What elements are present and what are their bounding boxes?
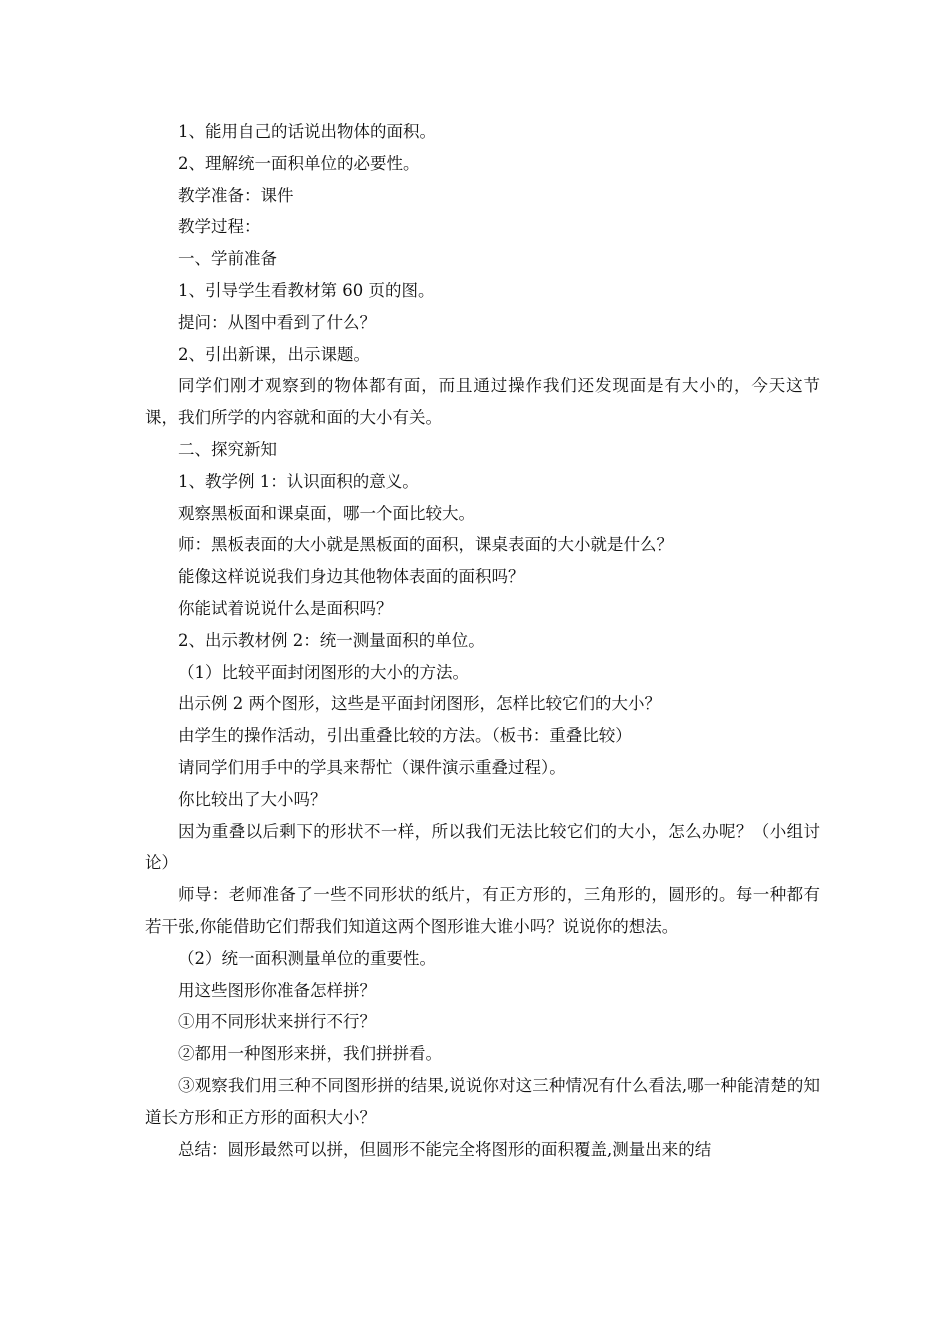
paragraph: 出示例 2 两个图形，这些是平面封闭图形，怎样比较它们的大小？ <box>178 694 661 714</box>
objective-2: 2、理解统一面积单位的必要性。 <box>178 153 420 173</box>
paragraph: ②都用一种图形来拼，我们拼拼看。 <box>178 1044 442 1064</box>
paragraph: 提问：从图中看到了什么？ <box>178 312 376 332</box>
teaching-preparation: 教学准备：课件 <box>178 185 294 205</box>
paragraph: 2、引出新课，出示课题。 <box>178 344 370 364</box>
paragraph: （1）比较平面封闭图形的大小的方法。 <box>178 662 469 682</box>
paragraph: 师导：老师准备了一些不同形状的纸片，有正方形的，三角形的，圆形的。每一种都有若干张,你能借助它们帮我们知道这两个图形谁大谁小吗？说说你的想法。 <box>145 885 820 936</box>
paragraph: 同学们刚才观察到的物体都有面，而且通过操作我们还发现面是有大小的，今天这节课，我们所学的内容就和面的大小有关。 <box>145 376 820 428</box>
section-heading-preparation: 一、学前准备 <box>178 249 277 269</box>
paragraph: 请同学们用手中的学具来帮忙（课件演示重叠过程）。 <box>178 757 566 777</box>
section-heading-explore: 二、探究新知 <box>178 439 277 459</box>
paragraph: 2、出示教材例 2：统一测量面积的单位。 <box>178 630 485 650</box>
paragraph: 1、引导学生看教材第 60 页的图。 <box>178 280 435 300</box>
paragraph: 师：黑板表面的大小就是黑板面的面积，课桌表面的大小就是什么？ <box>178 535 673 555</box>
document-body <box>145 116 820 1165</box>
paragraph: 因为重叠以后剩下的形状不一样，所以我们无法比较它们的大小，怎么办呢？（小组讨论） <box>145 821 820 873</box>
paragraph: ①用不同形状来拼行不行？ <box>178 1012 376 1032</box>
paragraph: 由学生的操作活动，引出重叠比较的方法。（板书：重叠比较） <box>178 726 632 746</box>
objective-1: 1、能用自己的话说出物体的面积。 <box>178 122 436 141</box>
paragraph: 观察黑板面和课桌面，哪一个面比较大。 <box>178 503 475 523</box>
paragraph: 用这些图形你准备怎样拼？ <box>178 980 376 1000</box>
paragraph: 你比较出了大小吗？ <box>178 789 327 809</box>
paragraph: ③观察我们用三种不同图形拼的结果,说说你对这三种情况有什么看法,哪一种能清楚的知道长方形和正方形的面积大小？ <box>145 1075 820 1127</box>
paragraph: 总结：圆形最然可以拼，但圆形不能完全将图形的面积覆盖,测量出来的结 <box>178 1139 712 1159</box>
paragraph: 1、教学例 1：认识面积的意义。 <box>178 471 419 491</box>
paragraph: 你能试着说说什么是面积吗？ <box>178 598 393 618</box>
teaching-process-heading: 教学过程： <box>178 217 261 237</box>
paragraph: 能像这样说说我们身边其他物体表面的面积吗？ <box>178 567 525 587</box>
paragraph: （2）统一面积测量单位的重要性。 <box>178 948 436 968</box>
